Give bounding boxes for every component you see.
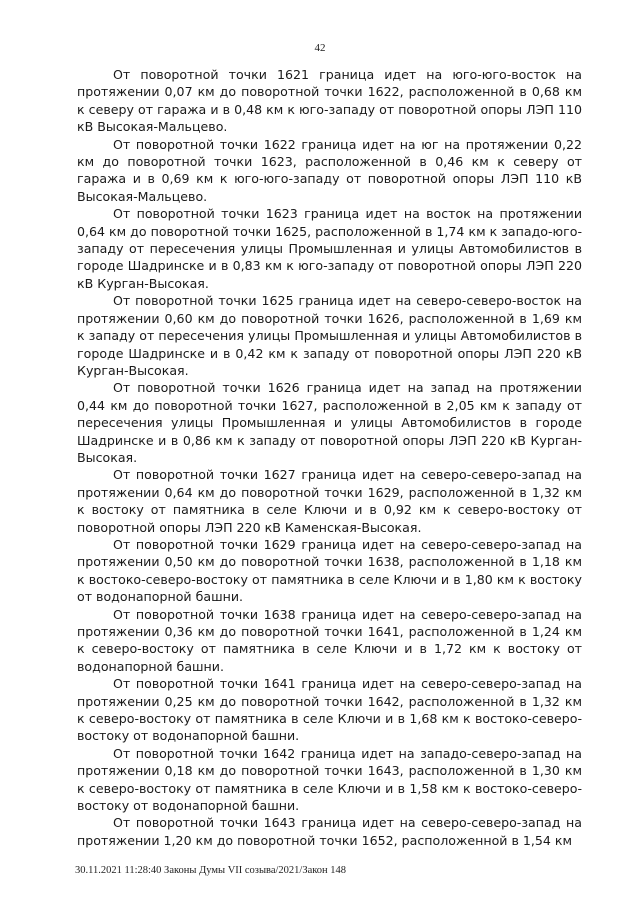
page-number: 42 (314, 42, 326, 54)
paragraph: От поворотной точки 1642 граница идет на западо-северо-запад на протяжении 0,18 км до поворотной точки 1643, расположенной в 1,30 км к северо-востоку от памятника в селе Ключи и в 1,58 км к востоко-северо-востоку от водонапорной башни. (77, 745, 582, 814)
paragraph: От поворотной точки 1643 граница идет на северо-северо-запад на протяжении 1,20 км до поворотной точки 1652, расположенной в 1,54 км (77, 815, 582, 848)
paragraph: От поворотной точки 1621 граница идет на юго-юго-восток на протяжении 0,07 км до поворотной точки 1622, расположенной в 0,68 км к северу от гаража и в 0,48 км к юго-западу от поворотной опоры ЛЭП 110 кВ Высокая-Мальцево. (77, 67, 582, 135)
document-body (77, 66, 582, 849)
paragraph: От поворотной точки 1623 граница идет на восток на протяжении 0,64 км до поворотной точки 1625, расположенной в 1,74 км к западо-юго-западу от пересечения улицы Промышленная и улицы Автомобилистов в городе Шадринске и в 0,83 км к юго-западу от поворотной опоры ЛЭП 220 кВ Курган-Высокая. (77, 206, 582, 291)
paragraph: От поворотной точки 1638 граница идет на северо-северо-запад на протяжении 0,36 км до поворотной точки 1641, расположенной в 1,24 км к северо-востоку от памятника в селе Ключи и в 1,72 км к востоку от водонапорной башни. (77, 606, 582, 674)
paragraph: От поворотной точки 1625 граница идет на северо-северо-восток на протяжении 0,60 км до поворотной точки 1626, расположенной в 1,69 км к западу от пересечения улицы Промышленная и улицы Автомобилистов в городе Шадринске и в 0,42 км к западу от поворотной опоры ЛЭП 220 кВ Курган-Высокая. (77, 293, 582, 378)
paragraph: От поворотной точки 1622 граница идет на юг на протяжении 0,22 км до поворотной точки 1623, расположенной в 0,46 км к северу от гаража и в 0,69 км к юго-юго-западу от поворотной опоры ЛЭП 110 кВ Высокая-Мальцево. (77, 136, 582, 204)
paragraph: От поворотной точки 1626 граница идет на запад на протяжении 0,44 км до поворотной точки 1627, расположенной в 2,05 км к западу от пересечения улицы Промышленная и улицы Автомобилистов в городе Шадринске и в 0,86 км к западу от поворотной опоры ЛЭП 220 кВ Курган-Высокая. (77, 380, 582, 465)
paragraph: От поворотной точки 1627 граница идет на северо-северо-запад на протяжении 0,64 км до поворотной точки 1629, расположенной в 1,32 км к востоку от памятника в селе Ключи и в 0,92 км к северо-востоку от поворотной опоры ЛЭП 220 кВ Каменская-Высокая. (77, 467, 582, 535)
paragraph: От поворотной точки 1641 граница идет на северо-северо-запад на протяжении 0,25 км до поворотной точки 1642, расположенной в 1,32 км к северо-востоку от памятника в селе Ключи и в 1,68 км к востоко-северо-востоку от водонапорной башни. (77, 676, 582, 744)
page-footer: 30.11.2021 11:28:40 Законы Думы VII созыва/2021/Закон 148 (75, 865, 347, 876)
paragraph: От поворотной точки 1629 граница идет на северо-северо-запад на протяжении 0,50 км до поворотной точки 1638, расположенной в 1,18 км к востоко-северо-востоку от памятника в селе Ключи и в 1,80 км к востоку от водонапорной башни. (77, 536, 582, 605)
